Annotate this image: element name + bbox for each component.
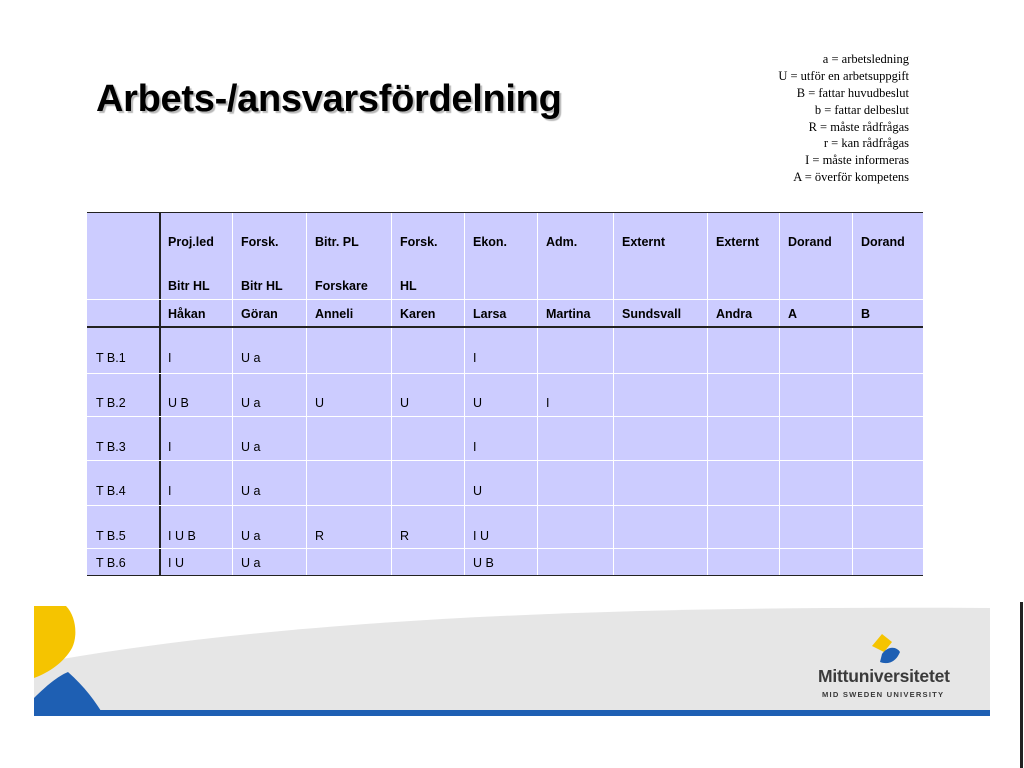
column-divider bbox=[537, 213, 538, 575]
table-cell: U a bbox=[241, 396, 261, 410]
logo-subtitle: MID SWEDEN UNIVERSITY bbox=[822, 690, 945, 699]
column-role: Bitr. PL bbox=[315, 235, 359, 249]
column-role: Adm. bbox=[546, 235, 578, 249]
column-role: Externt bbox=[716, 235, 760, 249]
column-divider bbox=[159, 213, 161, 575]
table-cell: U a bbox=[241, 556, 261, 570]
table-cell: U bbox=[400, 396, 410, 410]
table-cell: I bbox=[168, 440, 172, 454]
table-cell: U a bbox=[241, 484, 261, 498]
column-name: Håkan bbox=[168, 307, 206, 321]
column-name: Göran bbox=[241, 307, 278, 321]
table-cell: U bbox=[473, 396, 483, 410]
column-name: Karen bbox=[400, 307, 436, 321]
row-label: T B.3 bbox=[96, 440, 126, 454]
column-name: Martina bbox=[546, 307, 591, 321]
table-cell: I U B bbox=[168, 529, 196, 543]
row-divider bbox=[87, 326, 923, 328]
column-title: HL bbox=[400, 279, 417, 293]
responsibility-table bbox=[87, 212, 923, 576]
column-divider bbox=[391, 213, 392, 575]
legend-item: R = måste rådfrågas bbox=[808, 119, 909, 134]
column-divider bbox=[464, 213, 465, 575]
column-name: B bbox=[861, 307, 871, 321]
table-cell: I bbox=[473, 440, 477, 454]
row-divider bbox=[87, 460, 923, 461]
table-cell: U bbox=[315, 396, 325, 410]
table-cell: U a bbox=[241, 351, 261, 365]
table-cell: R bbox=[315, 529, 325, 543]
column-name: Larsa bbox=[473, 307, 507, 321]
legend-item: U = utför en arbetsuppgift bbox=[778, 68, 909, 83]
table-cell: I U bbox=[168, 556, 184, 570]
column-divider bbox=[707, 213, 708, 575]
column-name: Sundsvall bbox=[622, 307, 682, 321]
legend-item: a = arbetsledning bbox=[822, 52, 909, 66]
row-divider bbox=[87, 548, 923, 549]
table-cell: U B bbox=[473, 556, 494, 570]
column-name: Andra bbox=[716, 307, 753, 321]
row-label: T B.4 bbox=[96, 484, 126, 498]
column-divider bbox=[779, 213, 780, 575]
column-divider bbox=[232, 213, 233, 575]
row-label: T B.5 bbox=[96, 529, 126, 543]
column-divider bbox=[613, 213, 614, 575]
table-cell: I bbox=[168, 351, 172, 365]
table-cell: U a bbox=[241, 440, 261, 454]
row-divider bbox=[87, 505, 923, 506]
table-cell: U B bbox=[168, 396, 189, 410]
column-title: Forskare bbox=[315, 279, 368, 293]
row-label: T B.2 bbox=[96, 396, 126, 410]
table-cell: I bbox=[168, 484, 172, 498]
legend-item: b = fattar delbeslut bbox=[814, 102, 909, 117]
legend bbox=[778, 51, 909, 186]
slide-title: Arbets-/ansvarsfördelning bbox=[96, 78, 562, 120]
table-cell: U a bbox=[241, 529, 261, 543]
row-divider bbox=[87, 416, 923, 417]
legend-item: A = överför kompetens bbox=[793, 170, 909, 185]
table-cell: I U bbox=[473, 529, 489, 543]
legend-item: r = kan rådfrågas bbox=[823, 136, 909, 151]
legend-item: B = fattar huvudbeslut bbox=[796, 85, 909, 100]
column-role: Forsk. bbox=[400, 235, 438, 249]
column-role: Dorand bbox=[861, 235, 905, 249]
row-divider bbox=[87, 373, 923, 374]
column-name: Anneli bbox=[315, 307, 354, 321]
table-cell: U bbox=[473, 484, 483, 498]
column-name: A bbox=[788, 307, 798, 321]
logo-mark-icon bbox=[868, 632, 904, 666]
column-title: Bitr HL bbox=[241, 279, 283, 293]
slide-edge-line bbox=[1020, 602, 1023, 768]
column-divider bbox=[852, 213, 853, 575]
logo-name: Mittuniversitetet bbox=[818, 666, 950, 686]
table-cell: R bbox=[400, 529, 410, 543]
column-role: Forsk. bbox=[241, 235, 279, 249]
table-cell: I bbox=[473, 351, 477, 365]
column-role: Externt bbox=[622, 235, 666, 249]
table-cell: I bbox=[546, 396, 550, 410]
legend-item: I = måste informeras bbox=[805, 153, 909, 168]
row-label: T B.6 bbox=[96, 556, 126, 570]
column-role: Ekon. bbox=[473, 235, 508, 249]
column-title: Bitr HL bbox=[168, 279, 210, 293]
footer-blue-bar bbox=[34, 710, 990, 716]
row-label: T B.1 bbox=[96, 351, 126, 365]
university-logo bbox=[818, 632, 958, 702]
row-divider bbox=[87, 299, 923, 300]
column-role: Dorand bbox=[788, 235, 832, 249]
column-divider bbox=[306, 213, 307, 575]
column-role: Proj.led bbox=[168, 235, 214, 249]
